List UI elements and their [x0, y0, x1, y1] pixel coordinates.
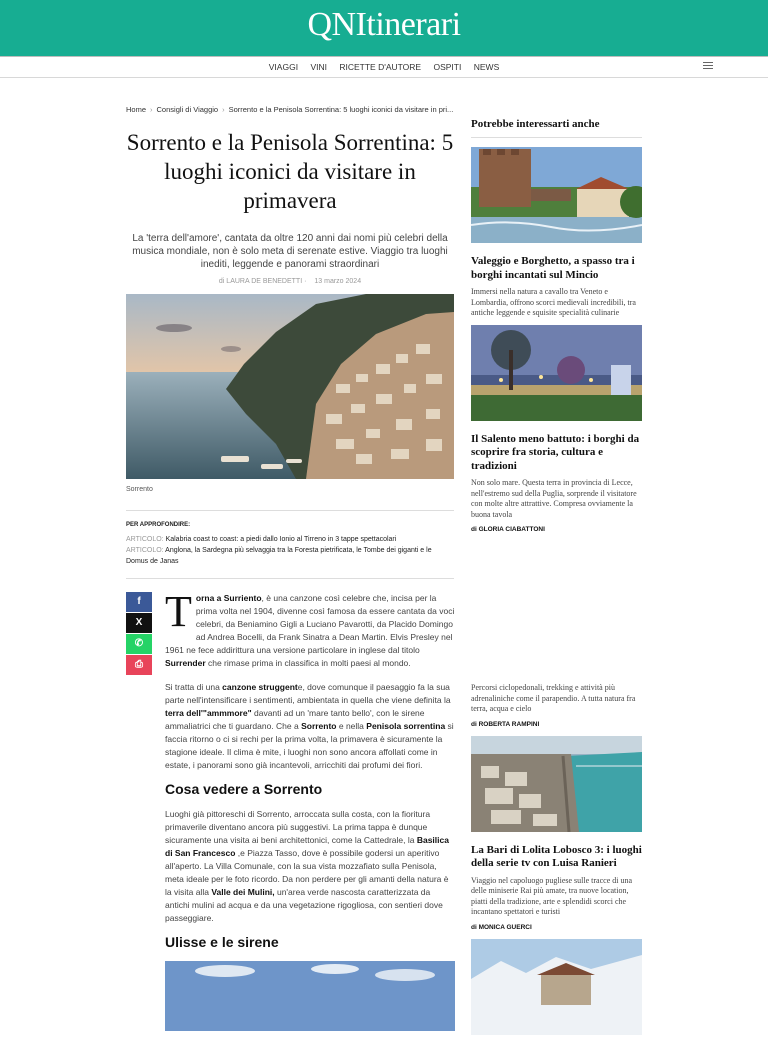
divider — [126, 578, 454, 579]
card-text: Non solo mare. Questa terra in provincia di Lecce, nell'estremo sud della Puglia, sorprende il visitatore con molte altre attrattive. Compresa ovviamente la buona tavola — [471, 478, 637, 519]
chevron-right-icon: › — [150, 105, 153, 114]
card-title[interactable]: La Bari di Lolita Lobosco 3: i luoghi della serie tv con Luisa Ranieri — [471, 843, 642, 869]
sidebar-card[interactable] — [471, 736, 642, 931]
site-logo[interactable]: QNItinerari — [307, 6, 461, 43]
paragraph-text: che rimase prima in classifica in molti paesi al mondo. — [205, 658, 411, 668]
sidebar-title: Potrebbe interessarti anche — [471, 118, 642, 138]
byline-prefix: di — [218, 278, 225, 285]
card-title[interactable]: Il Salento meno battuto: i borghi da scoprire fra storia, cultura e tradizioni — [471, 432, 640, 472]
nav-item-ospiti[interactable]: OSPITI — [433, 62, 462, 72]
card-author[interactable]: di ROBERTA RAMPINI — [471, 720, 540, 728]
divider — [126, 510, 454, 511]
bold-text: canzone struggent — [222, 682, 298, 692]
card-image[interactable] — [471, 939, 642, 1035]
bold-text: Surrender — [165, 658, 206, 668]
x-icon[interactable]: X — [126, 613, 152, 633]
paragraph-text: si faccia ritorno o ci si rechi per la prima volta, la primavera è sicuramente la stagione ideale. Il clima è mite, i luoghi non sono ancora affollati come in estate, i panorami sono già incantevoli, arricchiti dai profumi dei fiori. — [165, 721, 454, 770]
print-icon[interactable]: ⎙ — [126, 655, 152, 675]
paragraph-text: davanti ad un 'mare tanto bello', con le sirene ammaliatrici che ti guardano. Che a — [165, 708, 425, 731]
nav-item-vini[interactable]: VINI — [310, 62, 327, 72]
bold-text: terra dell'"ammmore" — [165, 708, 252, 718]
paragraph-text: e nella — [336, 721, 367, 731]
card-image[interactable] — [471, 736, 642, 832]
paragraph — [165, 587, 455, 670]
card-author[interactable]: di GLORIA CIABATTONI — [471, 526, 545, 533]
hero-image-sorrento — [126, 294, 454, 479]
paragraph-text: un'area verde nascosta caratterizzata da antichi mulini ad acqua e da una vegetazione rigogliosa, con sentieri dove passeggiare. — [165, 887, 443, 923]
facebook-icon[interactable]: f — [126, 592, 152, 612]
paragraph-text: , è una canzone così celebre che, incisa per la prima volta nel 1904, divenne così famosa da essere cantata da voci celebri, da Beniamino Gigli a Luciano Pavarotti, da Placido Domingo ad Andrea Bocelli, da Frank Sinatra a Dean Martin. Elvis Presley nel 1961 ne fece addirittura una versione particolare in inglese dal titolo — [165, 593, 455, 655]
whatsapp-icon[interactable]: ✆ — [126, 634, 152, 654]
article-body — [165, 587, 455, 1035]
bold-text: Valle dei Mulini, — [211, 887, 275, 897]
card-text: Percorsi ciclopedonali, trekking e attività più adrenaliniche come il parapendio. A tutta natura fra terra, acqua e cielo — [471, 683, 636, 713]
related-tag: ARTICOLO: — [126, 547, 164, 554]
article-byline: di LAURA DE BENEDETTI · 13 marzo 2024 — [218, 278, 362, 285]
section-heading: Cosa vedere a Sorrento — [165, 781, 323, 797]
sidebar-card[interactable] — [471, 147, 642, 319]
chevron-right-icon: › — [222, 105, 225, 114]
article-subtitle: La 'terra dell'amore', cantata da oltre 120 anni dai nomi più celebri della musica mondiale, non è solo meta di serenate estive. Viaggio tra luoghi inediti, leggende e panorami straordinari — [132, 233, 448, 270]
related-header: PER APPROFONDIRE: — [126, 522, 191, 528]
breadcrumb-home[interactable]: Home — [126, 105, 147, 114]
card-image[interactable] — [471, 147, 642, 243]
paragraph-text: e, dove comunque il paesaggio fa la sua parte nell'intensificare i sentimenti, ambientata in quella che viene definita la — [165, 682, 451, 705]
related-item[interactable] — [126, 545, 454, 567]
nav-item-ricette[interactable]: RICETTE D'AUTORE — [339, 62, 422, 72]
image-caption: Sorrento — [126, 486, 153, 493]
share-bar — [126, 592, 152, 676]
paragraph-text: ,e Piazza Tasso, dove è possibile godersi un aperitivo all'aperto. La Villa Comunale, con la sua vista mozzafiato sulla Penisola, meta ideale per le foto ricordo. Da non perdere per gli amanti della natura è la visita alla — [165, 848, 449, 897]
main-nav — [0, 56, 768, 78]
sidebar-card[interactable] — [471, 939, 642, 1035]
site-header — [0, 0, 768, 56]
nav-item-viaggi[interactable]: VIAGGI — [268, 62, 299, 72]
bold-text: Penisola sorrentina — [366, 721, 446, 731]
sidebar — [471, 118, 642, 1041]
card-text: Viaggio nel capoluogo pugliese sulle tracce di una delle miniserie Rai più amate, tra nuove location, piatti della tradizione, arte e splendidi scorci che incantano spettatori e turisti — [471, 875, 633, 916]
publish-date: 13 marzo 2024 — [314, 278, 362, 285]
bold-text: orna a Surriento — [195, 593, 262, 603]
menu-icon[interactable] — [703, 60, 713, 70]
related-link[interactable]: Anglona, la Sardegna più selvaggia tra la Foresta pietrificata, le Tombe dei giganti e le Domus de Janas — [126, 547, 432, 565]
article-image — [165, 961, 455, 1031]
article-title: Sorrento e la Penisola Sorrentina: 5 luoghi iconici da visitare in primavera — [126, 130, 454, 213]
drop-cap: T — [165, 587, 192, 636]
card-image[interactable] — [471, 325, 642, 421]
nav-item-news[interactable]: NEWS — [473, 62, 500, 72]
card-text: Immersi nella natura a cavallo tra Veneto e Lombardia, offrono scorci medievali incredibili, tra antiche leggende e squisite specialità culinarie — [471, 287, 636, 317]
paragraph-text: Luoghi già pittoreschi di Sorrento, arroccata sulla costa, con la fioritura primaverile diventano ancora più suggestivi. La prima tappa è dunque sicuramente una visita ai beni architettonici, come la Cattedrale, la — [165, 809, 431, 845]
breadcrumb — [126, 105, 453, 114]
paragraph-text: Si tratta di una — [165, 682, 223, 692]
bold-text: Sorrento — [301, 721, 337, 731]
related-item[interactable] — [126, 534, 454, 545]
card-title[interactable]: Valeggio e Borghetto, a spasso tra i borghi incantati sul Mincio — [471, 255, 635, 281]
sidebar-card[interactable] — [471, 683, 642, 728]
card-author[interactable]: di MONICA GUERCI — [471, 923, 532, 931]
related-link[interactable]: Kalabria coast to coast: a piedi dallo Ionio al Tirreno in 3 tappe spettacolari — [165, 536, 397, 543]
paragraph — [165, 681, 455, 772]
sidebar-card[interactable] — [471, 325, 642, 534]
breadcrumb-current: Sorrento e la Penisola Sorrentina: 5 luoghi iconici da visitare in pri... — [228, 105, 454, 114]
related-tag: ARTICOLO: — [126, 536, 164, 543]
section-heading: Ulisse e le sirene — [165, 934, 279, 950]
related-articles — [126, 520, 454, 567]
bold-text: Basilica di San Francesco — [165, 835, 449, 858]
paragraph — [165, 808, 455, 925]
author-name[interactable]: LAURA DE BENEDETTI — [226, 278, 303, 285]
breadcrumb-category[interactable]: Consigli di Viaggio — [156, 105, 219, 114]
